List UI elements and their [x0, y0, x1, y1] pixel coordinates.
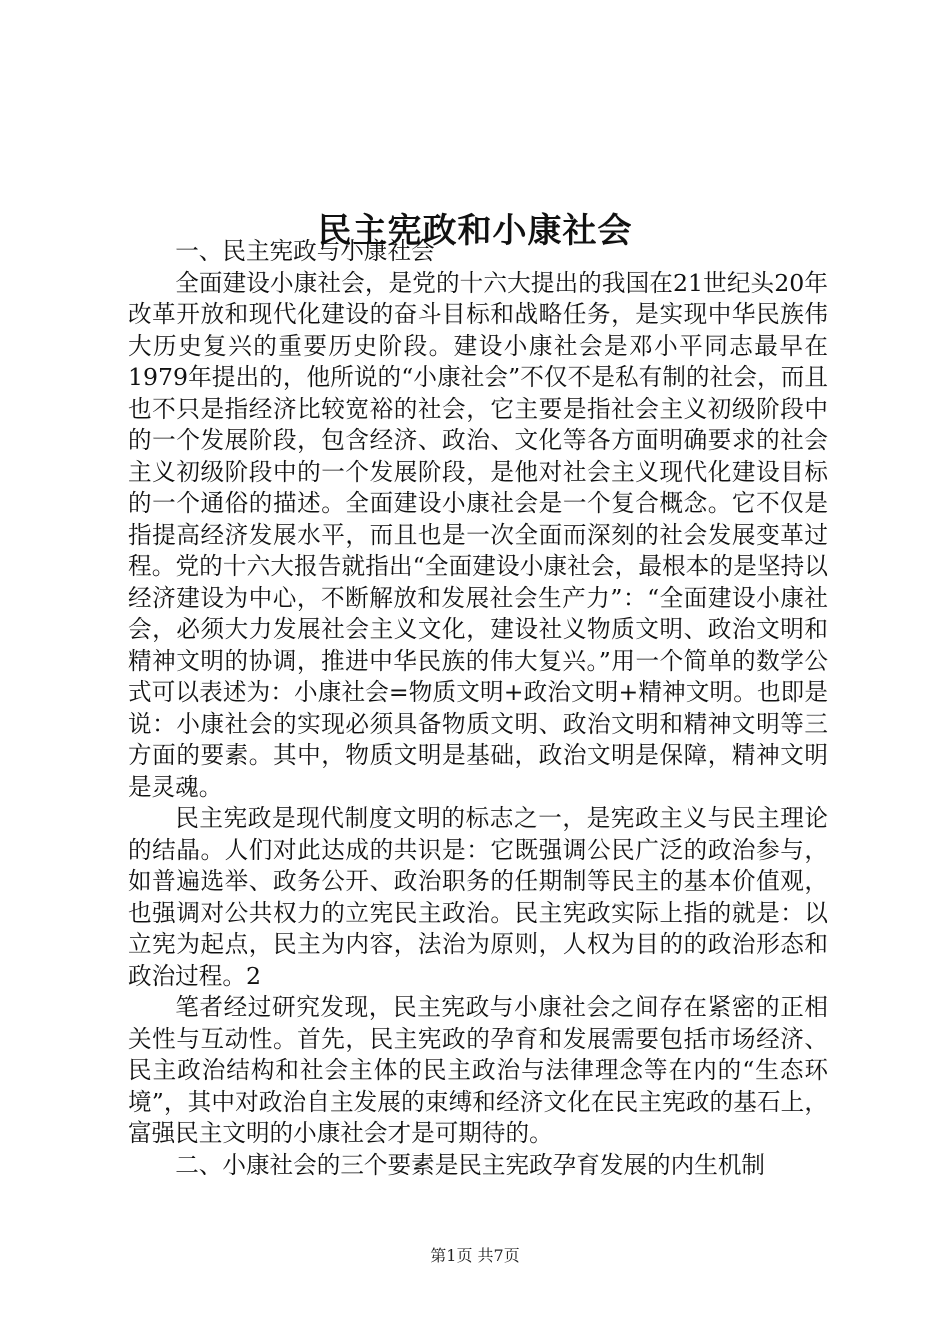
- document-body: [128, 236, 828, 1181]
- body-paragraph: 笔者经过研究发现，民主宪政与小康社会之间存在紧密的正相关性与互动性。首先，民主宪政的孕育和发展需要包括市场经济、民主政治结构和社会主体的民主政治与法律理念等在内的“生态环境”，其中对政治自主发展的束缚和经济文化在民主宪政的基石上，富强民主文明的小康社会才是可期待的。: [128, 993, 828, 1147]
- section-heading: 二、小康社会的三个要素是民主宪政孕育发展的内生机制: [175, 1150, 766, 1179]
- body-paragraph: 民主宪政是现代制度文明的标志之一，是宪政主义与民主理论的结晶。人们对此达成的共识是：它既强调公民广泛的政治参与，如普遍选举、政务公开、政治职务的任期制等民主的基本价值观，也强调对公共权力的立宪民主政治。民主宪政实际上指的就是：以立宪为起点，民主为内容，法治为原则，人权为目的的政治形态和政治过程。2: [128, 804, 828, 990]
- page-title: 民主宪政和小康社会: [317, 210, 633, 251]
- page-footer: 第1页 共7页: [430, 1246, 520, 1265]
- body-paragraph: 全面建设小康社会，是党的十六大提出的我国在21世纪头20年改革开放和现代化建设的奋斗目标和战略任务，是实现中华民族伟大历史复兴的重要历史阶段。建设小康社会是邓小平同志最早在1979年提出的，他所说的“小康社会”不仅不是私有制的社会，而且也不只是指经济比较宽裕的社会，它主要是指社会主义初级阶段中的一个发展阶段，包含经济、政治、文化等各方面明确要求的社会主义初级阶段中的一个发展阶段，是他对社会主义现代化建设目标的一个通俗的描述。全面建设小康社会是一个复合概念。它不仅是指提高经济发展水平，而且也是一次全面而深刻的社会发展变革过程。党的十六大报告就指出“全面建设小康社会，最根本的是坚持以经济建设为中心，不断解放和发展社会生产力”：“全面建设小康社会，必须大力发展社会主义文化，建设社义物质文明、政治文明和精神文明的协调，推进中华民族的伟大复兴。”用一个简单的数学公式可以表述为：小康社会=物质文明+政治文明+精神文明。也即是说：小康社会的实现必须具备物质文明、政治文明和精神文明等三方面的要素。其中，物质文明是基础，政治文明是保障，精神文明是灵魂。: [128, 268, 828, 801]
- section-heading: 一、民主宪政与小康社会: [175, 237, 435, 265]
